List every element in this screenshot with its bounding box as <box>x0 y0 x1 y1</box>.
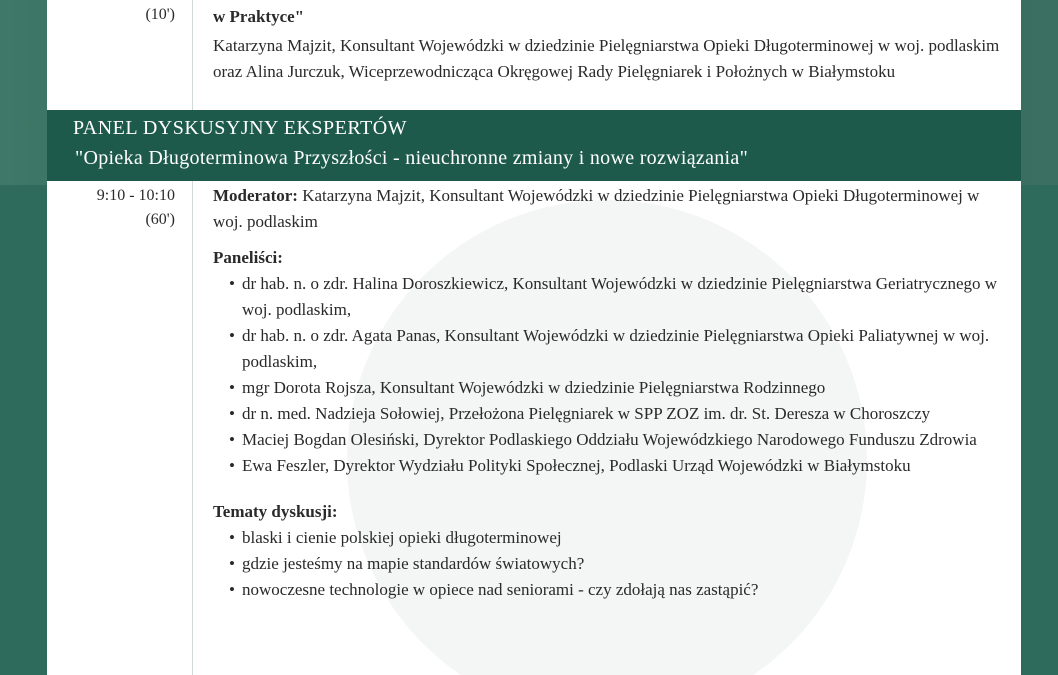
time-column-divider <box>192 0 193 675</box>
list-item: • mgr Dorota Rojsza, Konsultant Wojewódzki w dziedzinie Pielęgniarstwa Rodzinnego <box>229 378 826 397</box>
topics-list <box>213 525 1003 603</box>
moderator <box>213 183 1003 235</box>
list-item: • blaski i cienie polskiej opieki długoterminowej <box>229 528 562 547</box>
agenda-sheet <box>47 0 1021 675</box>
prev-session-duration: (10') <box>145 6 175 23</box>
panelists-label: Paneliści: <box>213 248 283 267</box>
panelists-list <box>213 271 1003 479</box>
topics-label: Tematy dyskusji: <box>213 502 338 521</box>
panel-header-band <box>47 110 1021 181</box>
list-item: • gdzie jesteśmy na mapie standardów światowych? <box>229 554 585 573</box>
prev-session-speakers: Katarzyna Majzit, Konsultant Wojewódzki w dziedzinie Pielęgniarstwa Opieki Długoterminowej w woj. podlaskim oraz Alina Jurczuk, Wiceprzewodnicząca Okręgowej Rady Pielęgniarek i Położnych w Białymstoku <box>213 36 1000 81</box>
list-item: • dr hab. n. o zdr. Halina Doroszkiewicz, Konsultant Wojewódzki w dziedzinie Pielęgniarstwa Geriatrycznego w woj. podlaskim, <box>229 274 998 319</box>
list-item: • Maciej Bogdan Olesiński, Dyrektor Podlaskiego Oddziału Wojewódzkiego Narodowego Funduszu Zdrowia <box>229 430 977 449</box>
prev-session-title: w Praktyce" <box>213 7 305 26</box>
list-item: • dr n. med. Nadzieja Sołowiej, Przełożona Pielęgniarek w SPP ZOZ im. dr. St. Deresza w Choroszczy <box>229 404 931 423</box>
panel-content <box>213 183 1003 603</box>
moderator-text: Katarzyna Majzit, Konsultant Wojewódzki w dziedzinie Pielęgniarstwa Opieki Długoterminowej w woj. podlaskim <box>213 186 980 231</box>
panel-time: 9:10 - 10:10 <box>96 187 175 204</box>
list-item: • nowoczesne technologie w opiece nad seniorami - czy zdołają nas zastąpić? <box>229 580 759 599</box>
panel-subtitle: "Opieka Długoterminowa Przyszłości - nieuchronne zmiany i nowe rozwiązania" <box>75 147 749 169</box>
panel-heading: PANEL DYSKUSYJNY EKSPERTÓW <box>73 117 408 139</box>
list-item: • dr hab. n. o zdr. Agata Panas, Konsultant Wojewódzki w dziedzinie Pielęgniarstwa Opieki Paliatywnej w woj. podlaskim, <box>229 326 990 371</box>
panel-duration: (60') <box>145 211 175 228</box>
prev-session <box>213 4 1003 85</box>
list-item: • Ewa Feszler, Dyrektor Wydziału Polityki Społecznej, Podlaski Urząd Wojewódzki w Białymstoku <box>229 456 911 475</box>
moderator-label: Moderator: <box>213 186 298 205</box>
